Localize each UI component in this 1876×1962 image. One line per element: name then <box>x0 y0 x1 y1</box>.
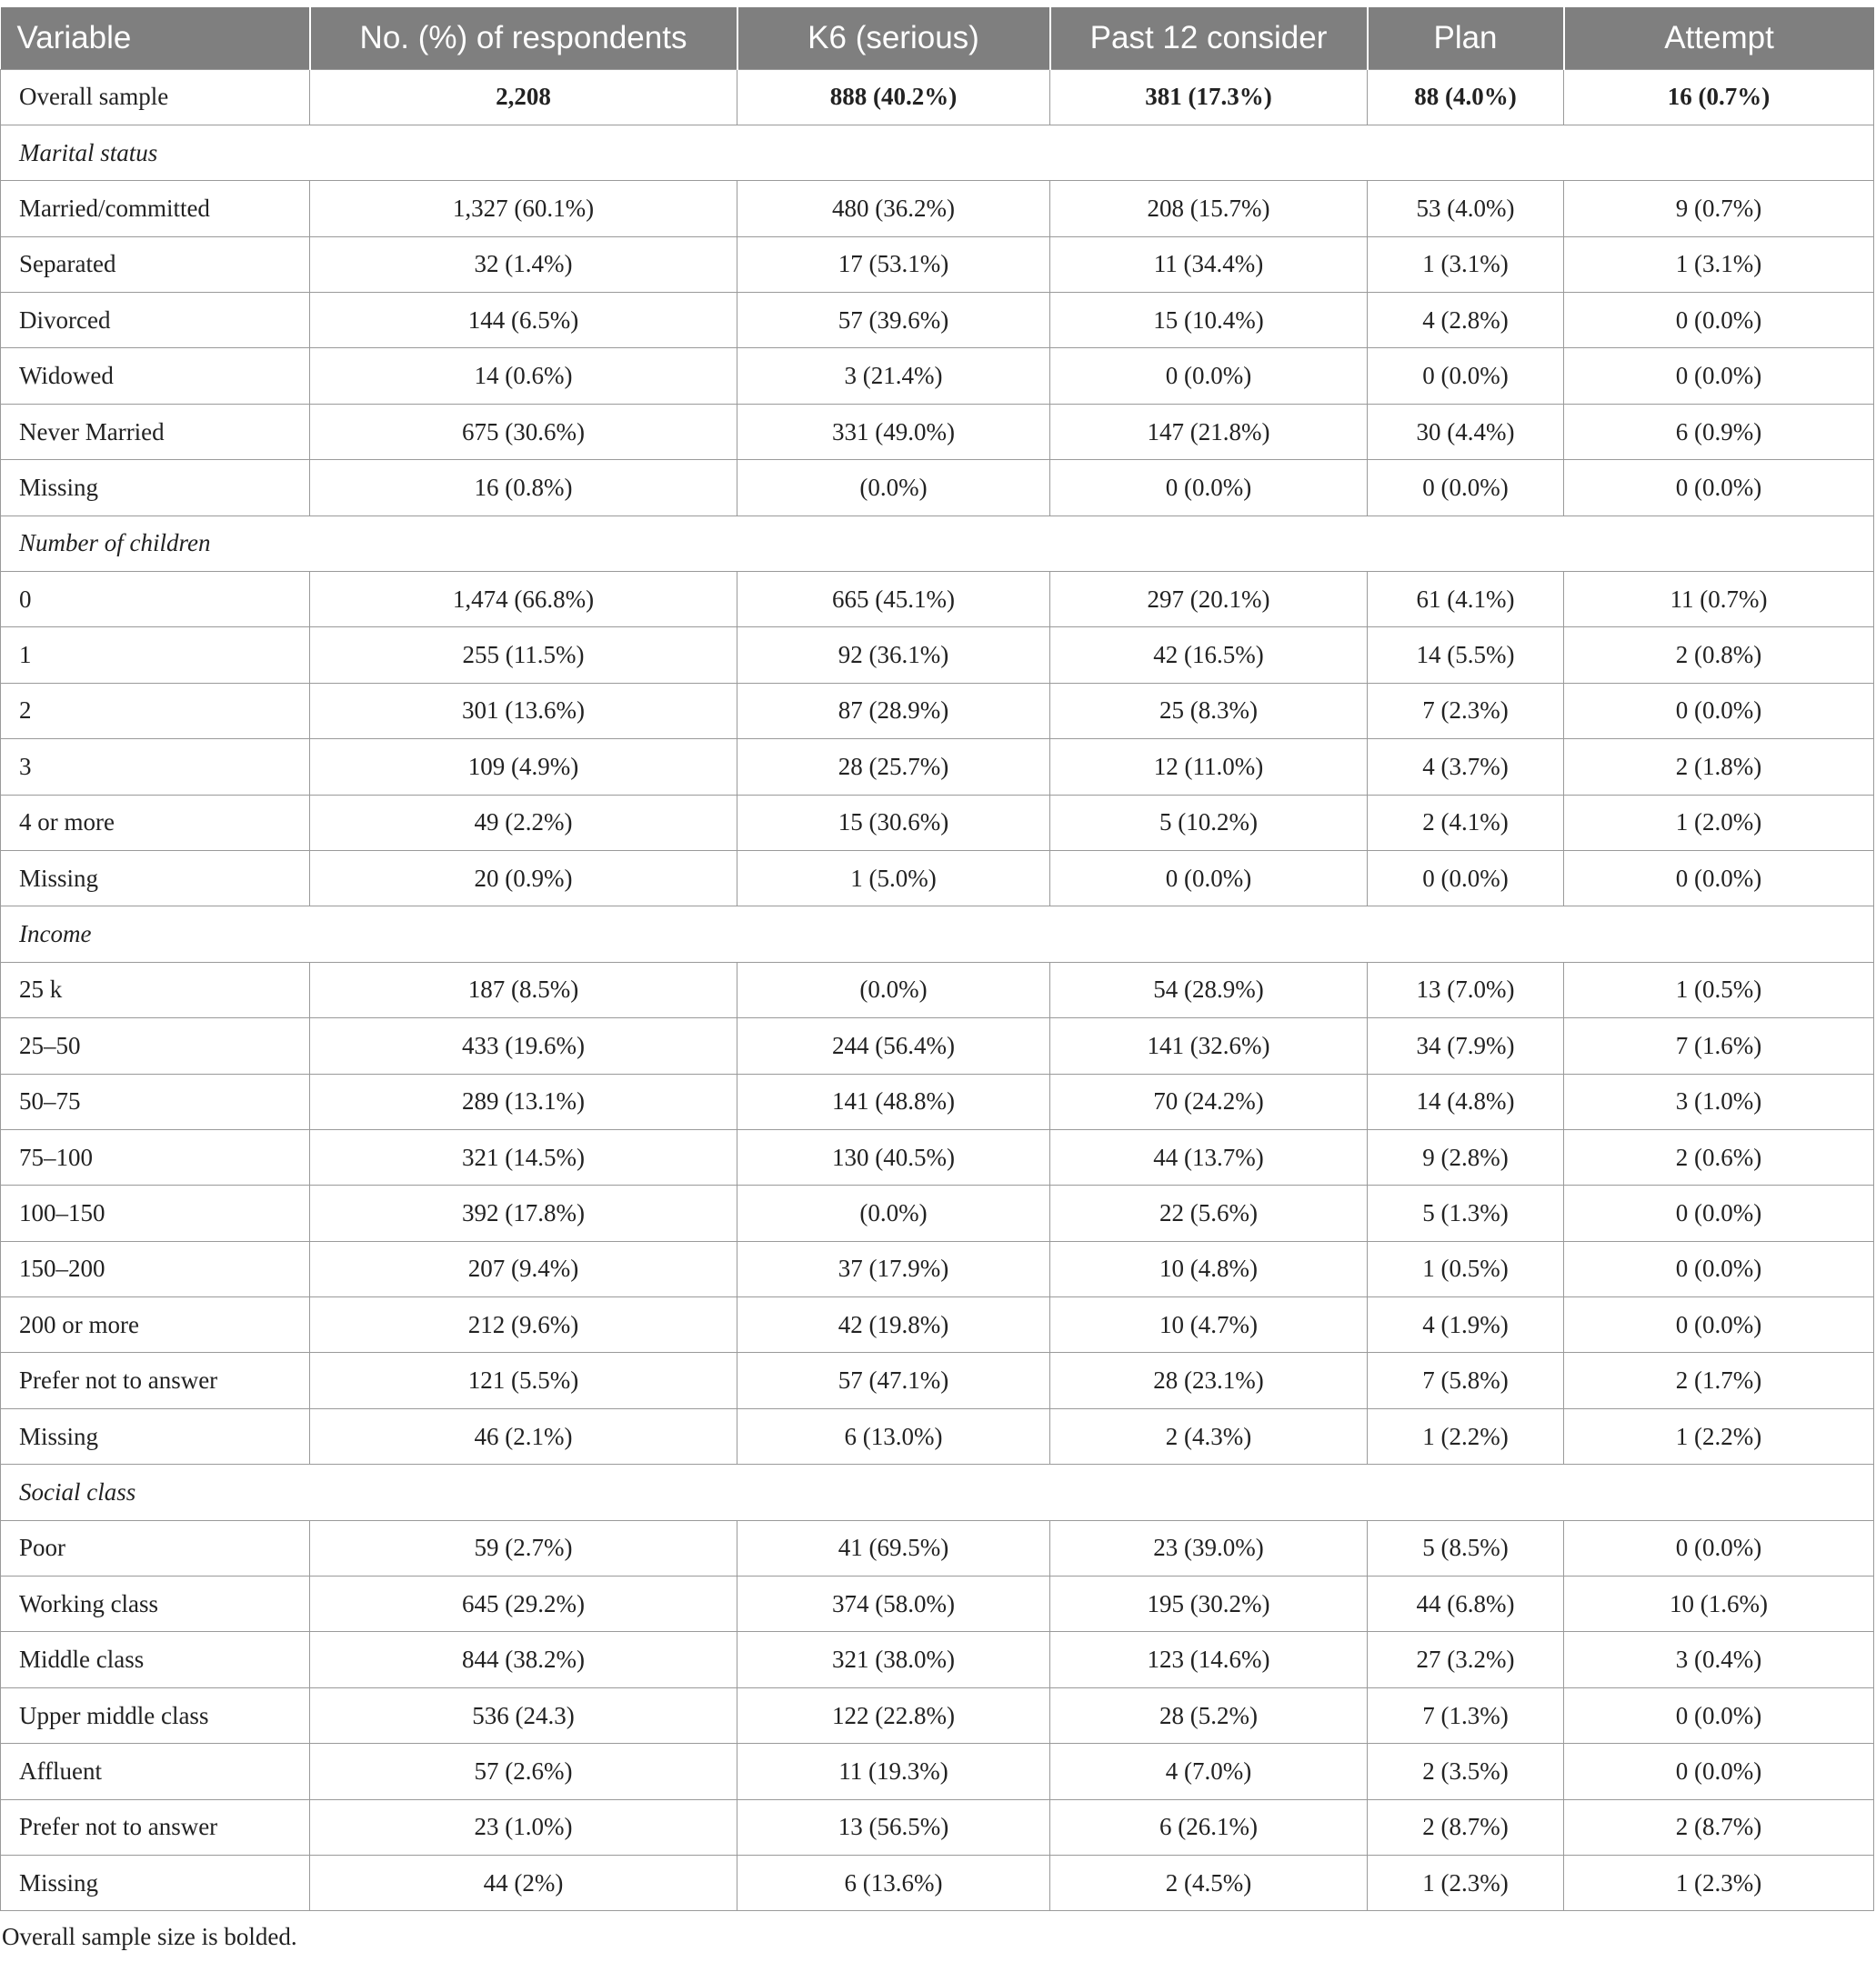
table-cell: 0 (0.0%) <box>1564 1297 1874 1353</box>
table-cell: 321 (38.0%) <box>737 1632 1050 1687</box>
table-cell: 5 (10.2%) <box>1050 795 1368 850</box>
table-row <box>1 181 1874 236</box>
table-cell: 381 (17.3%) <box>1050 69 1368 125</box>
row-label: Missing <box>1 1856 310 1911</box>
table-row <box>1 627 1874 683</box>
table-row <box>1 293 1874 348</box>
table-cell: 2 (4.1%) <box>1368 795 1564 850</box>
footnote: Overall sample size is bolded. <box>2 1923 297 1950</box>
table-cell: 17 (53.1%) <box>737 236 1050 292</box>
table-cell: 28 (23.1%) <box>1050 1353 1368 1408</box>
table-cell: 44 (13.7%) <box>1050 1129 1368 1185</box>
table-cell: 195 (30.2%) <box>1050 1577 1368 1632</box>
table-cell: 44 (2%) <box>310 1856 737 1911</box>
section-title: Income <box>1 906 1874 962</box>
row-label: Affluent <box>1 1744 310 1799</box>
row-label: Widowed <box>1 348 310 404</box>
table-cell: 0 (0.0%) <box>1050 348 1368 404</box>
row-label: 0 <box>1 572 310 627</box>
table-cell: 53 (4.0%) <box>1368 181 1564 236</box>
table-cell: 30 (4.4%) <box>1368 404 1564 459</box>
table-cell: 10 (4.8%) <box>1050 1241 1368 1296</box>
table-row <box>1 739 1874 795</box>
table-cell: 109 (4.9%) <box>310 739 737 795</box>
table-cell: 14 (4.8%) <box>1368 1074 1564 1129</box>
table-row <box>1 1632 1874 1687</box>
table-cell: 15 (10.4%) <box>1050 293 1368 348</box>
row-label: 50–75 <box>1 1074 310 1129</box>
table-cell: 49 (2.2%) <box>310 795 737 850</box>
row-label: Missing <box>1 850 310 906</box>
table-cell: 61 (4.1%) <box>1368 572 1564 627</box>
table-row <box>1 1577 1874 1632</box>
table-row <box>1 1186 1874 1241</box>
table-cell: 4 (7.0%) <box>1050 1744 1368 1799</box>
table-cell: 5 (1.3%) <box>1368 1186 1564 1241</box>
table-row <box>1 962 1874 1017</box>
section-header-row <box>1 516 1874 571</box>
row-label: 1 <box>1 627 310 683</box>
row-label: 25 k <box>1 962 310 1017</box>
row-label: 3 <box>1 739 310 795</box>
table-cell: 57 (2.6%) <box>310 1744 737 1799</box>
row-label: Working class <box>1 1577 310 1632</box>
header-variable: Variable <box>1 7 310 69</box>
table-cell: 207 (9.4%) <box>310 1241 737 1296</box>
table-cell: 2 (4.3%) <box>1050 1408 1368 1464</box>
table-cell: 57 (47.1%) <box>737 1353 1050 1408</box>
section-header-row <box>1 125 1874 180</box>
table-cell: 13 (56.5%) <box>737 1799 1050 1855</box>
table-cell: Overall sample <box>1 69 310 125</box>
table-cell: 11 (0.7%) <box>1564 572 1874 627</box>
table-cell: 3 (1.0%) <box>1564 1074 1874 1129</box>
table-cell: 0 (0.0%) <box>1564 1186 1874 1241</box>
row-label: Prefer not to answer <box>1 1353 310 1408</box>
table-row <box>1 1129 1874 1185</box>
table-cell: 7 (5.8%) <box>1368 1353 1564 1408</box>
table-cell: 28 (25.7%) <box>737 739 1050 795</box>
table-row <box>1 1799 1874 1855</box>
table-cell: 57 (39.6%) <box>737 293 1050 348</box>
table-cell: 32 (1.4%) <box>310 236 737 292</box>
table-cell: (0.0%) <box>737 1186 1050 1241</box>
row-label: Married/committed <box>1 181 310 236</box>
row-label: Missing <box>1 460 310 516</box>
table-cell: 0 (0.0%) <box>1368 850 1564 906</box>
table-cell: 0 (0.0%) <box>1050 460 1368 516</box>
row-label: Never Married <box>1 404 310 459</box>
table-row <box>1 236 1874 292</box>
table-cell: 10 (4.7%) <box>1050 1297 1368 1353</box>
section-title: Social class <box>1 1465 1874 1520</box>
table-row <box>1 348 1874 404</box>
table-row <box>1 683 1874 738</box>
table-cell: 0 (0.0%) <box>1564 850 1874 906</box>
table-cell: 1 (5.0%) <box>737 850 1050 906</box>
row-label: 4 or more <box>1 795 310 850</box>
table-cell: 1 (2.3%) <box>1564 1856 1874 1911</box>
table-cell: 11 (34.4%) <box>1050 236 1368 292</box>
header-attempt: Attempt <box>1564 7 1874 69</box>
table-cell: 1,474 (66.8%) <box>310 572 737 627</box>
table-row <box>1 1353 1874 1408</box>
table-cell: 2,208 <box>310 69 737 125</box>
table-cell: 1 (0.5%) <box>1564 962 1874 1017</box>
table-cell: 0 (0.0%) <box>1564 1241 1874 1296</box>
table-cell: 147 (21.8%) <box>1050 404 1368 459</box>
table-cell: 0 (0.0%) <box>1564 460 1874 516</box>
section-header-row <box>1 906 1874 962</box>
table-cell: 675 (30.6%) <box>310 404 737 459</box>
table-cell: 1 (2.3%) <box>1368 1856 1564 1911</box>
table-cell: 16 (0.7%) <box>1564 69 1874 125</box>
table-cell: 9 (2.8%) <box>1368 1129 1564 1185</box>
row-label: 150–200 <box>1 1241 310 1296</box>
row-label: Poor <box>1 1520 310 1576</box>
table-row <box>1 460 1874 516</box>
row-label: Divorced <box>1 293 310 348</box>
row-label: Upper middle class <box>1 1687 310 1743</box>
table-row <box>1 1241 1874 1296</box>
table-cell: 7 (1.3%) <box>1368 1687 1564 1743</box>
table-cell: 6 (26.1%) <box>1050 1799 1368 1855</box>
table-cell: 2 (0.6%) <box>1564 1129 1874 1185</box>
table-cell: 9 (0.7%) <box>1564 181 1874 236</box>
table-cell: 37 (17.9%) <box>737 1241 1050 1296</box>
row-label: 200 or more <box>1 1297 310 1353</box>
table-cell: (0.0%) <box>737 460 1050 516</box>
table-cell: 25 (8.3%) <box>1050 683 1368 738</box>
table-cell: 301 (13.6%) <box>310 683 737 738</box>
table-cell: 122 (22.8%) <box>737 1687 1050 1743</box>
table-cell: 121 (5.5%) <box>310 1353 737 1408</box>
row-label: 25–50 <box>1 1018 310 1074</box>
row-label: Middle class <box>1 1632 310 1687</box>
table-cell: 374 (58.0%) <box>737 1577 1050 1632</box>
table-cell: 1,327 (60.1%) <box>310 181 737 236</box>
table-cell: 22 (5.6%) <box>1050 1186 1368 1241</box>
table-cell: 844 (38.2%) <box>310 1632 737 1687</box>
table-cell: 141 (32.6%) <box>1050 1018 1368 1074</box>
table-cell: 2 (8.7%) <box>1564 1799 1874 1855</box>
table-cell: 4 (1.9%) <box>1368 1297 1564 1353</box>
data-table <box>0 7 1874 1911</box>
table-cell: 3 (0.4%) <box>1564 1632 1874 1687</box>
overall-row <box>1 69 1874 125</box>
row-label: Separated <box>1 236 310 292</box>
row-label: 75–100 <box>1 1129 310 1185</box>
table-cell: 0 (0.0%) <box>1564 683 1874 738</box>
table-cell: 59 (2.7%) <box>310 1520 737 1576</box>
table-cell: 6 (13.0%) <box>737 1408 1050 1464</box>
table-cell: 5 (8.5%) <box>1368 1520 1564 1576</box>
table-cell: 7 (1.6%) <box>1564 1018 1874 1074</box>
table-cell: 6 (13.6%) <box>737 1856 1050 1911</box>
table-cell: 70 (24.2%) <box>1050 1074 1368 1129</box>
table-cell: 0 (0.0%) <box>1564 1744 1874 1799</box>
table-cell: 0 (0.0%) <box>1368 348 1564 404</box>
table-body <box>1 69 1874 1911</box>
row-label: Prefer not to answer <box>1 1799 310 1855</box>
table-cell: 20 (0.9%) <box>310 850 737 906</box>
table-cell: 0 (0.0%) <box>1050 850 1368 906</box>
table-cell: 42 (19.8%) <box>737 1297 1050 1353</box>
table-cell: 433 (19.6%) <box>310 1018 737 1074</box>
table-row <box>1 1520 1874 1576</box>
table-cell: 27 (3.2%) <box>1368 1632 1564 1687</box>
table-cell: 1 (0.5%) <box>1368 1241 1564 1296</box>
table-cell: (0.0%) <box>737 962 1050 1017</box>
table-cell: 1 (3.1%) <box>1564 236 1874 292</box>
table-cell: 141 (48.8%) <box>737 1074 1050 1129</box>
table-row <box>1 795 1874 850</box>
table-cell: 10 (1.6%) <box>1564 1577 1874 1632</box>
table-row <box>1 404 1874 459</box>
table-cell: 42 (16.5%) <box>1050 627 1368 683</box>
table-cell: 16 (0.8%) <box>310 460 737 516</box>
table-cell: 41 (69.5%) <box>737 1520 1050 1576</box>
table-cell: 1 (3.1%) <box>1368 236 1564 292</box>
table-cell: 321 (14.5%) <box>310 1129 737 1185</box>
header-k6: K6 (serious) <box>737 7 1050 69</box>
table-cell: 12 (11.0%) <box>1050 739 1368 795</box>
table-cell: 11 (19.3%) <box>737 1744 1050 1799</box>
table-cell: 1 (2.2%) <box>1564 1408 1874 1464</box>
table-cell: 144 (6.5%) <box>310 293 737 348</box>
table-cell: 289 (13.1%) <box>310 1074 737 1129</box>
table-cell: 14 (0.6%) <box>310 348 737 404</box>
table-cell: 87 (28.9%) <box>737 683 1050 738</box>
table-cell: 7 (2.3%) <box>1368 683 1564 738</box>
table-cell: 208 (15.7%) <box>1050 181 1368 236</box>
table-cell: 130 (40.5%) <box>737 1129 1050 1185</box>
table-cell: 44 (6.8%) <box>1368 1577 1564 1632</box>
table-row <box>1 1687 1874 1743</box>
table-cell: 297 (20.1%) <box>1050 572 1368 627</box>
table-cell: 645 (29.2%) <box>310 1577 737 1632</box>
table-cell: 15 (30.6%) <box>737 795 1050 850</box>
table-cell: 2 (8.7%) <box>1368 1799 1564 1855</box>
table-cell: 34 (7.9%) <box>1368 1018 1564 1074</box>
table-cell: 2 (1.7%) <box>1564 1353 1874 1408</box>
header-plan: Plan <box>1368 7 1564 69</box>
table-cell: 23 (1.0%) <box>310 1799 737 1855</box>
table-row <box>1 1856 1874 1911</box>
table-cell: 2 (1.8%) <box>1564 739 1874 795</box>
section-title: Marital status <box>1 125 1874 180</box>
table-cell: 92 (36.1%) <box>737 627 1050 683</box>
table-cell: 665 (45.1%) <box>737 572 1050 627</box>
table-cell: 2 (4.5%) <box>1050 1856 1368 1911</box>
table-row <box>1 1297 1874 1353</box>
table-cell: 0 (0.0%) <box>1564 348 1874 404</box>
table-cell: 13 (7.0%) <box>1368 962 1564 1017</box>
table-row <box>1 1018 1874 1074</box>
table-row <box>1 1408 1874 1464</box>
table-cell: 392 (17.8%) <box>310 1186 737 1241</box>
table-cell: 4 (3.7%) <box>1368 739 1564 795</box>
header-past-12-consider: Past 12 consider <box>1050 7 1368 69</box>
section-title: Number of children <box>1 516 1874 571</box>
table-row <box>1 1074 1874 1129</box>
table-cell: 888 (40.2%) <box>737 69 1050 125</box>
table-cell: 2 (3.5%) <box>1368 1744 1564 1799</box>
table-cell: 23 (39.0%) <box>1050 1520 1368 1576</box>
row-label: 100–150 <box>1 1186 310 1241</box>
table-row <box>1 572 1874 627</box>
table-cell: 0 (0.0%) <box>1564 1520 1874 1576</box>
table-cell: 14 (5.5%) <box>1368 627 1564 683</box>
table-cell: 54 (28.9%) <box>1050 962 1368 1017</box>
table-cell: 480 (36.2%) <box>737 181 1050 236</box>
table-cell: 187 (8.5%) <box>310 962 737 1017</box>
table-cell: 28 (5.2%) <box>1050 1687 1368 1743</box>
row-label: 2 <box>1 683 310 738</box>
table-cell: 123 (14.6%) <box>1050 1632 1368 1687</box>
header-row <box>1 7 1874 69</box>
table-cell: 331 (49.0%) <box>737 404 1050 459</box>
table-cell: 212 (9.6%) <box>310 1297 737 1353</box>
table-cell: 2 (0.8%) <box>1564 627 1874 683</box>
table-cell: 1 (2.0%) <box>1564 795 1874 850</box>
section-header-row <box>1 1465 1874 1520</box>
table-cell: 3 (21.4%) <box>737 348 1050 404</box>
table-cell: 88 (4.0%) <box>1368 69 1564 125</box>
table-row <box>1 850 1874 906</box>
header-respondents: No. (%) of respondents <box>310 7 737 69</box>
table-cell: 536 (24.3) <box>310 1687 737 1743</box>
table-cell: 4 (2.8%) <box>1368 293 1564 348</box>
table-cell: 0 (0.0%) <box>1368 460 1564 516</box>
table-cell: 6 (0.9%) <box>1564 404 1874 459</box>
table-cell: 244 (56.4%) <box>737 1018 1050 1074</box>
row-label: Missing <box>1 1408 310 1464</box>
table-cell: 255 (11.5%) <box>310 627 737 683</box>
table-row <box>1 1744 1874 1799</box>
table-cell: 0 (0.0%) <box>1564 293 1874 348</box>
table-cell: 46 (2.1%) <box>310 1408 737 1464</box>
table-cell: 1 (2.2%) <box>1368 1408 1564 1464</box>
table-cell: 0 (0.0%) <box>1564 1687 1874 1743</box>
